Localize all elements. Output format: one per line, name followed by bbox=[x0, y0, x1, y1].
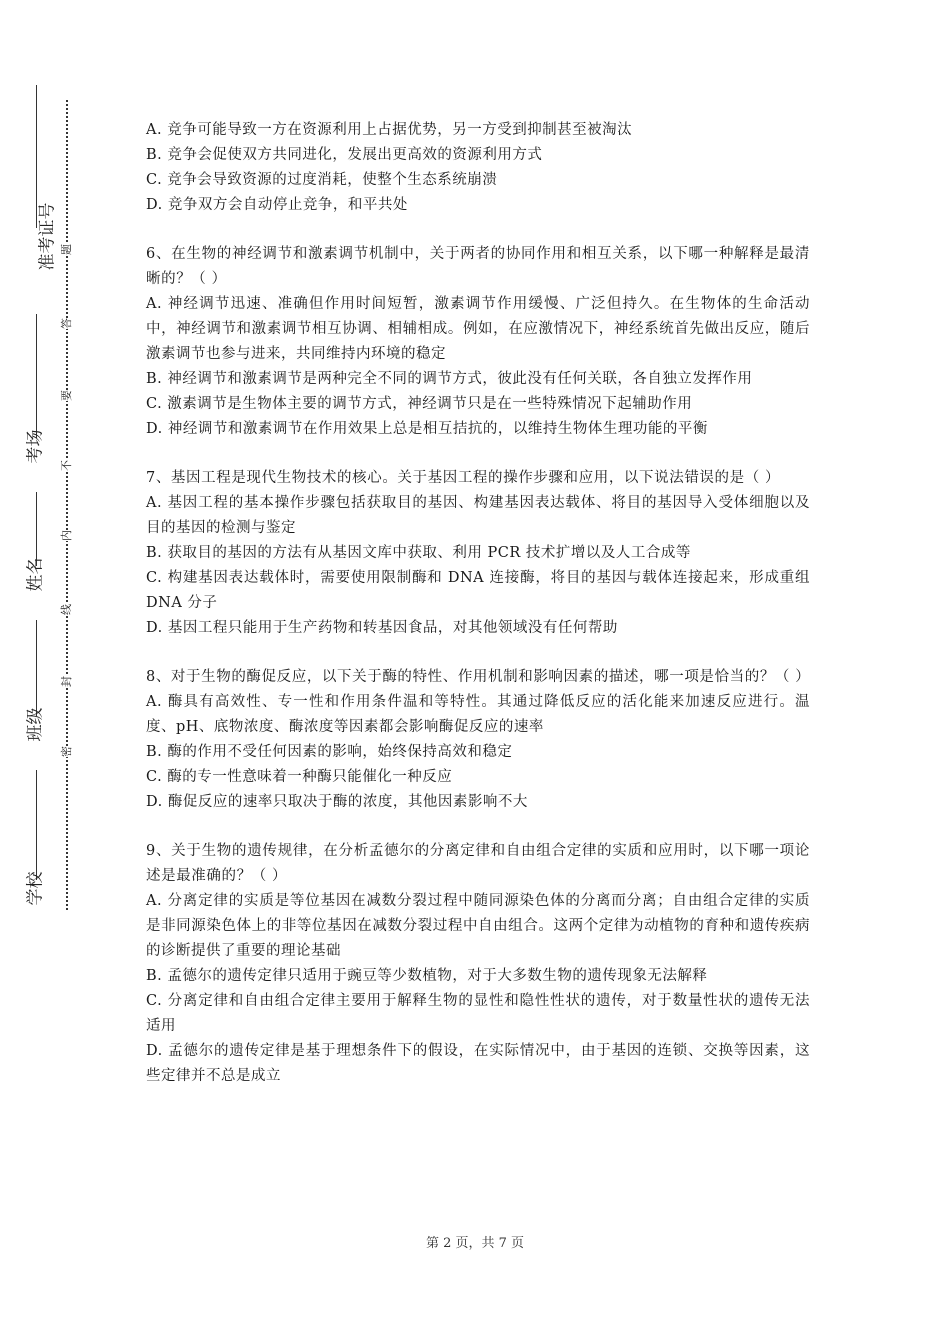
question-7 bbox=[146, 466, 810, 641]
school-field-label: 学校 bbox=[14, 880, 58, 934]
option-c: C. 分离定律和自由组合定律主要用于解释生物的显性和隐性性状的遗传，对于数量性状的遗传无法适用 bbox=[146, 993, 810, 1034]
class-field-label: 班级 bbox=[14, 716, 58, 770]
option-d: D. 竞争双方会自动停止竞争，和平共处 bbox=[146, 197, 408, 213]
option-a: A. 分离定律的实质是等位基因在减数分裂过程中随同源染色体的分离而分离；自由组合定律的实质是非同源染色体上的非等位基因在减数分裂过程中自由组合。这两个定律为动植物的育种和遗传疾病的诊断提供了重要的理论基础 bbox=[146, 893, 810, 959]
option-b: B. 酶的作用不受任何因素的影响，始终保持高效和稳定 bbox=[146, 744, 513, 760]
option-b: B. 竞争会促使双方共同进化，发展出更高效的资源利用方式 bbox=[146, 147, 543, 163]
option-d: D. 孟德尔的遗传定律是基于理想条件下的假设，在实际情况中，由于基因的连锁、交换等因素，这些定律并不总是成立 bbox=[146, 1043, 810, 1084]
option-d: D. 酶促反应的速率只取决于酶的浓度，其他因素影响不大 bbox=[146, 794, 528, 810]
option-b: B. 获取目的基因的方法有从基因文库中获取、利用 PCR 技术扩增以及人工合成等 bbox=[146, 545, 691, 561]
question-stem: 9、关于生物的遗传规律，在分析孟德尔的分离定律和自由组合定律的实质和应用时，以下哪一项论述是最准确的？（ ） bbox=[146, 843, 810, 884]
question-stem: 6、在生物的神经调节和激素调节机制中，关于两者的协同作用和相互关系，以下哪一种解释是最清晰的？（ ） bbox=[146, 246, 810, 287]
option-b: B. 孟德尔的遗传定律只适用于豌豆等少数植物，对于大多数生物的遗传现象无法解释 bbox=[146, 968, 708, 984]
question-stem: 8、对于生物的酶促反应，以下关于酶的特性、作用机制和影响因素的描述，哪一项是恰当的？（ ） bbox=[146, 669, 811, 685]
option-a: A. 神经调节迅速、准确但作用时间短暂，激素调节作用缓慢、广泛但持久。在生物体的生命活动中，神经调节和激素调节相互协调、相辅相成。例如，在应激情况下，神经系统首先做出反应，随后激素调节也参与进来，共同维持内环境的稳定 bbox=[146, 296, 810, 362]
option-c: C. 竞争会导致资源的过度消耗，使整个生态系统崩溃 bbox=[146, 172, 498, 188]
page-number: 第 2 页，共 7 页 bbox=[425, 1236, 525, 1251]
question-stem: 7、基因工程是现代生物技术的核心。关于基因工程的操作步骤和应用，以下说法错误的是（ ） bbox=[146, 470, 781, 486]
seal-char: 答 bbox=[59, 318, 73, 329]
seal-char: 内 bbox=[59, 530, 73, 541]
question-9 bbox=[146, 839, 810, 1089]
exam-id-field-label: 准考证号 bbox=[14, 228, 58, 314]
name-field-label: 姓名 bbox=[14, 566, 58, 620]
option-d: D. 基因工程只能用于生产药物和转基因食品，对其他领域没有任何帮助 bbox=[146, 620, 618, 636]
seal-char: 题 bbox=[59, 244, 73, 255]
seal-char: 要 bbox=[59, 390, 73, 401]
question-6 bbox=[146, 242, 810, 442]
option-a: A. 竞争可能导致一方在资源利用上占据优势，另一方受到抑制甚至被淘汰 bbox=[146, 122, 633, 138]
option-d: D. 神经调节和激素调节在作用效果上总是相互拮抗的，以维持生物体生理功能的平衡 bbox=[146, 421, 708, 437]
seal-char: 线 bbox=[59, 604, 73, 615]
exam-room-field-label: 考场 bbox=[14, 438, 58, 492]
option-c: C. 激素调节是生物体主要的调节方式，神经调节只是在一些特殊情况下起辅助作用 bbox=[146, 396, 693, 412]
option-c: C. 构建基因表达载体时，需要使用限制酶和 DNA 连接酶，将目的基因与载体连接起来，形成重组 DNA 分子 bbox=[146, 570, 810, 611]
seal-dotted-line bbox=[66, 100, 68, 910]
question-5-continued bbox=[146, 118, 810, 218]
seal-char: 不 bbox=[59, 460, 73, 471]
option-b: B. 神经调节和激素调节是两种完全不同的调节方式，彼此没有任何关联，各自独立发挥作用 bbox=[146, 371, 753, 387]
option-a: A. 基因工程的基本操作步骤包括获取目的基因、构建基因表达载体、将目的基因导入受体细胞以及目的基因的检测与鉴定 bbox=[146, 495, 810, 536]
option-c: C. 酶的专一性意味着一种酶只能催化一种反应 bbox=[146, 769, 453, 785]
question-8 bbox=[146, 665, 810, 815]
seal-char: 密 bbox=[59, 746, 73, 757]
option-a: A. 酶具有高效性、专一性和作用条件温和等特性。其通过降低反应的活化能来加速反应进行。温度、pH、底物浓度、酶浓度等因素都会影响酶促反应的速率 bbox=[146, 694, 810, 735]
question-list bbox=[146, 118, 810, 1113]
seal-char: 封 bbox=[59, 676, 73, 687]
